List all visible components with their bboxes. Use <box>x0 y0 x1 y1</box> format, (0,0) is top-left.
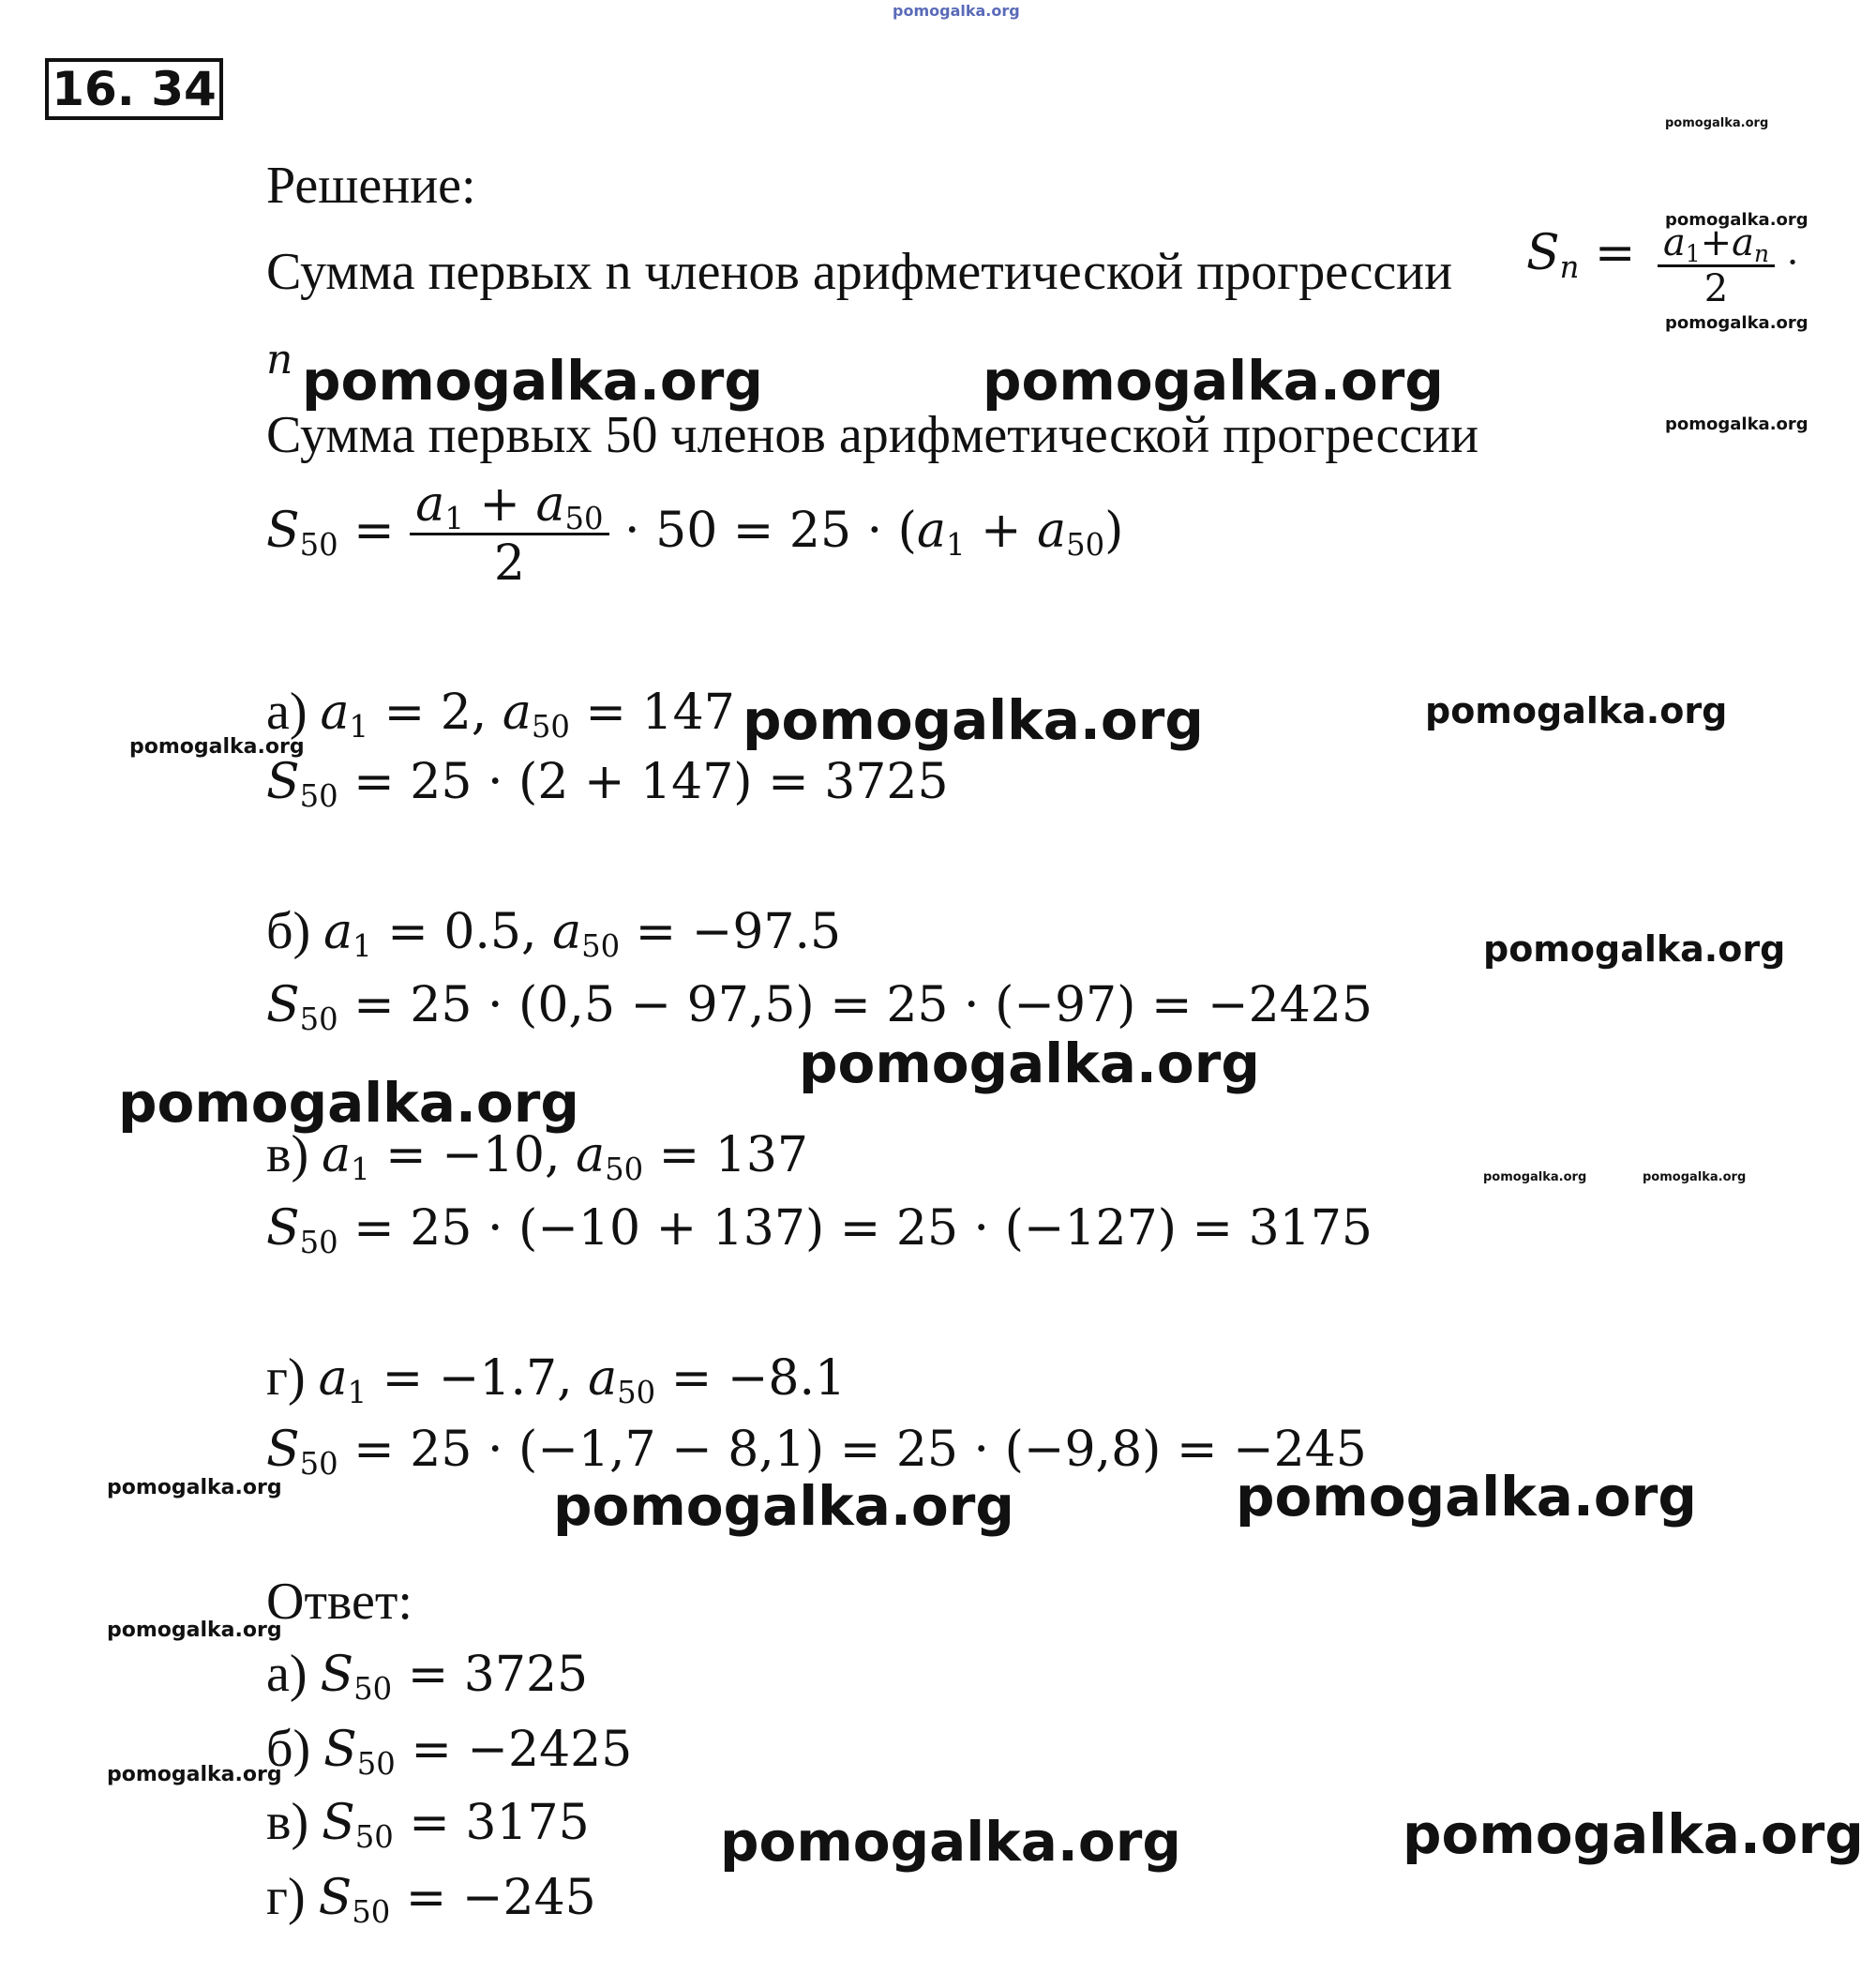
answer-d: г) $S_{50} = -245$ <box>266 1868 596 1931</box>
problem-number-box <box>45 58 223 120</box>
watermark: pomogalka.org <box>720 1810 1181 1874</box>
watermark: pomogalka.org <box>983 349 1444 413</box>
watermark: pomogalka.org <box>129 735 305 759</box>
answer-c: в) $S_{50} = 3175$ <box>266 1793 590 1856</box>
watermark: pomogalka.org <box>107 1763 282 1786</box>
formula-intro: Сумма первых n членов арифметической прогрессии <box>266 243 1453 301</box>
watermark: pomogalka.org <box>1665 414 1808 434</box>
part-b-given: б) $a_1 = 0.5$, $a_{50} = -97.5$ <box>266 902 842 965</box>
part-c-given: в) $a_1 = -10$, $a_{50} = 137$ <box>266 1125 809 1188</box>
watermark: pomogalka.org <box>1665 116 1769 130</box>
watermark: pomogalka.org <box>893 2 1020 20</box>
watermark: pomogalka.org <box>118 1071 579 1135</box>
answer-a: а) $S_{50} = 3725$ <box>266 1645 589 1708</box>
sum50-intro: Сумма первых 50 членов арифметической прогрессии <box>266 406 1479 464</box>
solution-label: Решение: <box>266 157 476 215</box>
formula-n: n <box>266 336 293 384</box>
watermark: pomogalka.org <box>1236 1465 1697 1529</box>
watermark: pomogalka.org <box>1665 313 1808 333</box>
watermark: pomogalka.org <box>1403 1802 1864 1866</box>
part-d-given: г) $a_1 = -1.7$, $a_{50} = -8.1$ <box>266 1348 847 1411</box>
watermark: pomogalka.org <box>107 1476 282 1499</box>
watermark: pomogalka.org <box>553 1474 1014 1538</box>
part-d-calc: $S_{50} = 25 \cdot (-1,7 - 8,1) = 25 \cdot (-9,8) = -245$ <box>266 1422 1367 1483</box>
watermark: pomogalka.org <box>107 1619 282 1642</box>
answer-b: б) $S_{50} = -2425$ <box>266 1720 633 1783</box>
general-formula: $S_n$ = <box>1526 225 1636 286</box>
watermark: pomogalka.org <box>1425 690 1728 731</box>
watermark: pomogalka.org <box>1483 928 1786 970</box>
part-a-given: а) $a_1 = 2$, $a_{50} = 147$ <box>266 683 735 746</box>
watermark: pomogalka.org <box>1483 1170 1587 1184</box>
watermark: pomogalka.org <box>1665 210 1808 230</box>
problem-number: 16. 34 <box>52 62 217 116</box>
watermark: pomogalka.org <box>743 688 1204 752</box>
part-a-calc: $S_{50} = 25 \cdot (2 + 147) = 3725$ <box>266 754 949 815</box>
answer-label: Ответ: <box>266 1573 413 1631</box>
formula-line <box>266 243 1453 301</box>
watermark: pomogalka.org <box>799 1032 1260 1095</box>
watermark: pomogalka.org <box>1643 1170 1747 1184</box>
watermark: pomogalka.org <box>302 349 763 413</box>
sum50-formula: $S_{50}$ = $\frac{a_1 + a_{50}}{2}$ · $50 = 25 \cdot (a_1 + a_{50})$ <box>266 476 1124 592</box>
part-b-calc: $S_{50} = 25 \cdot (0,5 - 97,5) = 25 \cdot (-97) = -2425$ <box>266 977 1373 1038</box>
part-c-calc: $S_{50} = 25 \cdot (-10 + 137) = 25 \cdot (-127) = 3175$ <box>266 1200 1373 1261</box>
general-fraction: $\frac{a_1+a_n}{2}$ · <box>1658 221 1798 310</box>
